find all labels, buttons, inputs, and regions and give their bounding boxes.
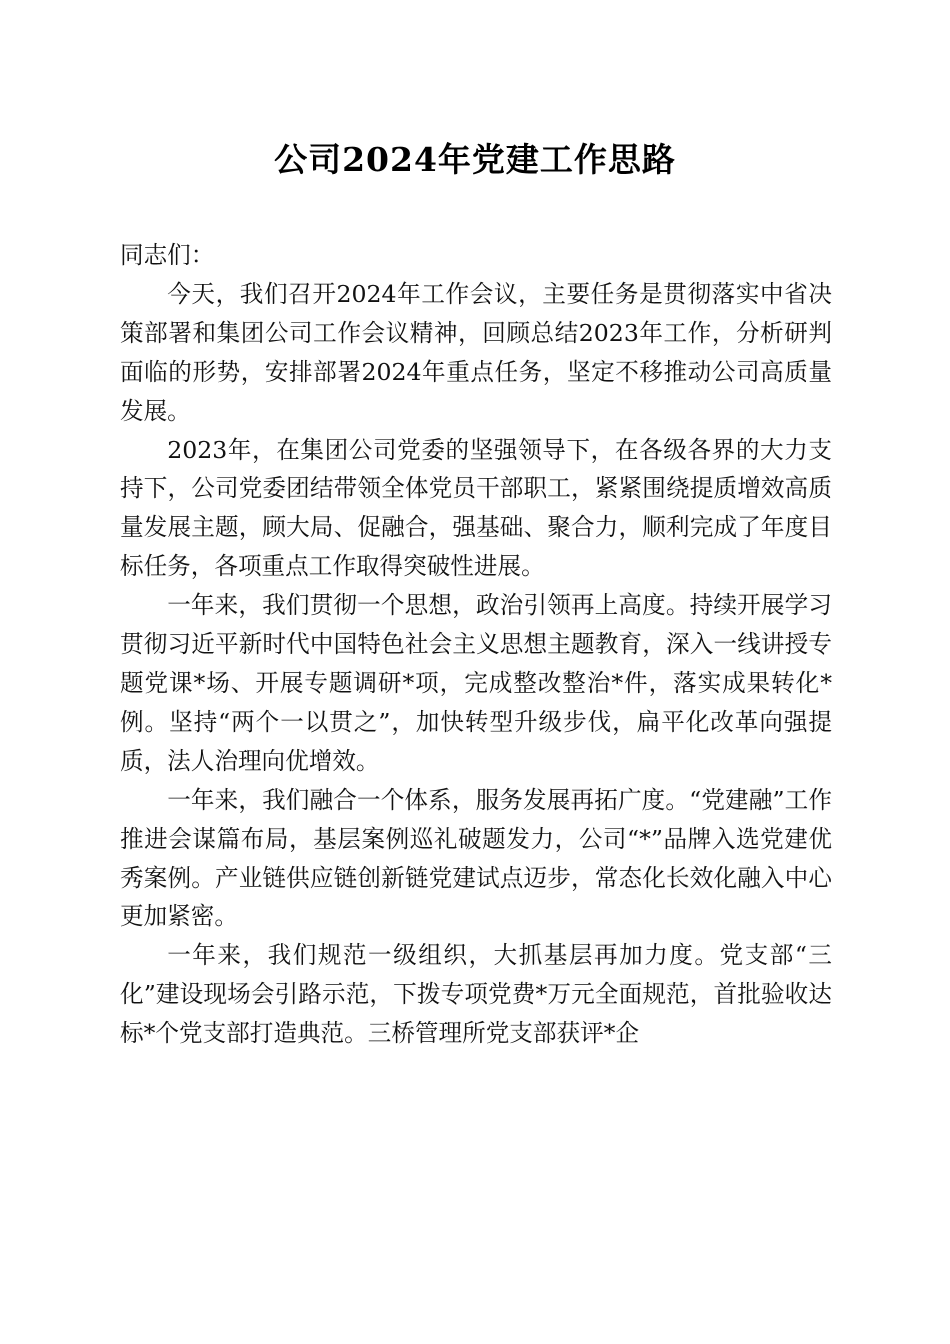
paragraph-integration-system: 一年来，我们融合一个体系，服务发展再拓广度。“党建融”工作推进会谋篇布局，基层案例巡礼破题发力，公司“*”品牌入选党建优秀案例。产业链供应链创新链党建试点迈步，常态化长效化融入中心更加紧密。 [120, 785, 832, 931]
document-body [120, 236, 832, 1053]
paragraph-2023-summary: 2023年，在集团公司党委的坚强领导下，在各级各界的大力支持下，公司党委团结带领全体党员干部职工，紧紧围绕提质增效高质量发展主题，顾大局、促融合，强基础、聚合力，顺利完成了年度目标任务，各项重点工作取得突破性进展。 [120, 435, 832, 581]
paragraph-grassroots-organization: 一年来，我们规范一级组织，大抓基层再加力度。党支部“三化”建设现场会引路示范，下拨专项党费*万元全面规范，首批验收达标*个党支部打造典范。三桥管理所党支部获评*企 [120, 941, 832, 1048]
paragraph-opening: 今天，我们召开2024年工作会议，主要任务是贯彻落实中省决策部署和集团公司工作会议精神，回顾总结2023年工作，分析研判面临的形势，安排部署2024年重点任务，坚定不移推动公司高质量发展。 [120, 279, 832, 425]
document-title: 公司2024年党建工作思路 [274, 140, 676, 179]
salutation: 同志们： [120, 241, 215, 269]
paragraph-political-leadership: 一年来，我们贯彻一个思想，政治引领再上高度。持续开展学习贯彻习近平新时代中国特色社会主义思想主题教育，深入一线讲授专题党课*场、开展专题调研*项，完成整改整治*件，落实成果转化*例。坚持“两个一以贯之”，加快转型升级步伐，扁平化改革向强提质，法人治理向优增效。 [120, 591, 832, 775]
